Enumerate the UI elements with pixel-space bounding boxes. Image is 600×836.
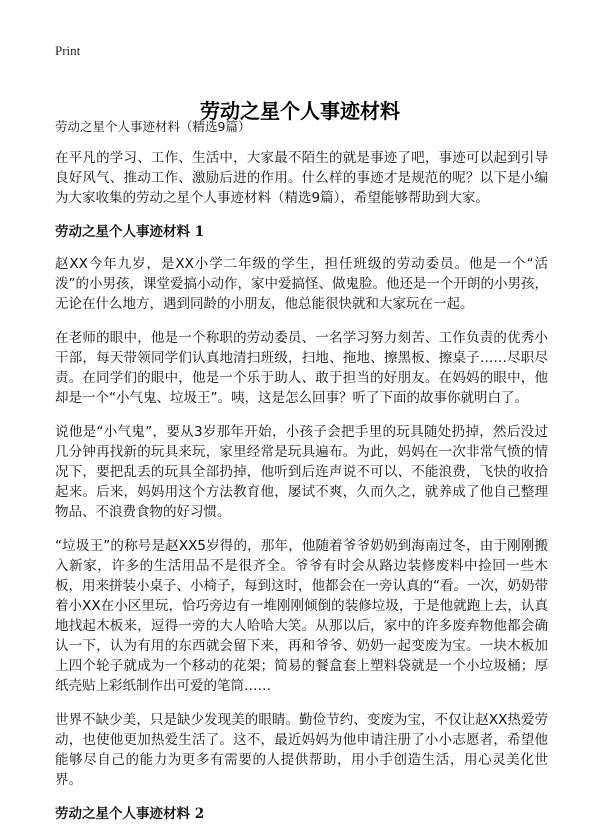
document-body <box>55 118 548 836</box>
section-heading-1: 劳动之星个人事迹材料 1 <box>55 224 205 240</box>
document-subtitle: 劳动之星个人事迹材料（精选9篇） <box>55 119 251 134</box>
section-1-paragraph-4: “垃圾王”的称号是赵XX5岁得的，那年，他随着爷爷奶奶到海南过冬，由于刚刚搬入新家，许多的生活用品不是很齐全。爷爷有时会从路边装修废料中捡回一些木板，用来拼装小桌子、小椅子，每到这时，他都会在一旁认真的“看。一次，奶奶带着小XX在小区里玩，恰巧旁边有一堆刚刚倾倒的装修垃圾，于是他就跑上去，认真地找起木板来，逗得一旁的大人哈哈大笑。从那以后，家中的许多废弃物他都会确认一下，认为有用的东西就会留下来，再和爷爷、奶奶一起变废为宝。一块木板加上四个轮子就成为一个移动的花架；简易的餐盒套上塑料袋就是一个小垃圾桶；厚纸壳贴上彩纸制作出可爱的笔筒…… <box>55 538 548 694</box>
section-1-paragraph-5: 世界不缺少美，只是缺少发现美的眼睛。勤俭节约、变废为宝，不仅让赵XX热爱劳动，也使他更加热爱生活了。这不，最近妈妈为他申请注册了小小志愿者，希望他能够尽自己的能力为更多有需要的人提供帮助，用小手创造生活，用心灵美化世界。 <box>55 712 548 788</box>
section-1-paragraph-1: 赵XX今年九岁，是XX小学二年级的学生，担任班级的劳动委员。他是一个“活泼”的小男孩，课堂爱搞小动作，家中爱搞怪、做鬼脸。他还是一个开朗的小男孩，无论在什么地方，遇到同龄的小朋友，他总能很快就和大家玩在一起。 <box>55 256 548 312</box>
section-1-paragraph-3: 说他是“小气鬼”，要从3岁那年开始，小孩子会把手里的玩具随处扔掉，然后没过几分钟再找新的玩具来玩，家里经常是玩具遍布。为此，妈妈在一次非常气愤的情况下，要把乱丢的玩具全部扔掉，他听到后连声说不可以、不能浪费，飞快的收拾起来。后来，妈妈用这个方法教育他，屡试不爽，久而久之，就养成了他自己整理物品、不浪费食物的好习惯。 <box>55 424 548 520</box>
print-label[interactable]: Print <box>55 43 81 58</box>
section-heading-2: 劳动之星个人事迹材料 2 <box>55 806 205 822</box>
page-title: 劳动之星个人事迹材料 <box>200 99 400 124</box>
intro-paragraph: 在平凡的学习、工作、生活中，大家最不陌生的就是事迹了吧，事迹可以起到引导良好风气、推动工作、激励后进的作用。什么样的事迹才是规范的呢？以下是小编为大家收集的劳动之星个人事迹材料（精选9篇），希望能够帮助到大家。 <box>55 150 548 206</box>
section-1-paragraph-2: 在老师的眼中，他是一个称职的劳动委员、一名学习努力刻苦、工作负责的优秀小干部，每天带领同学们认真地清扫班级，扫地、拖地、擦黑板、擦桌子……尽职尽责。在同学们的眼中，他是一个乐于助人、敢于担当的好朋友。在妈妈的眼中，他却是一个“小气鬼、垃圾王”。咦，这是怎么回事？听了下面的故事你就明白了。 <box>55 330 548 406</box>
